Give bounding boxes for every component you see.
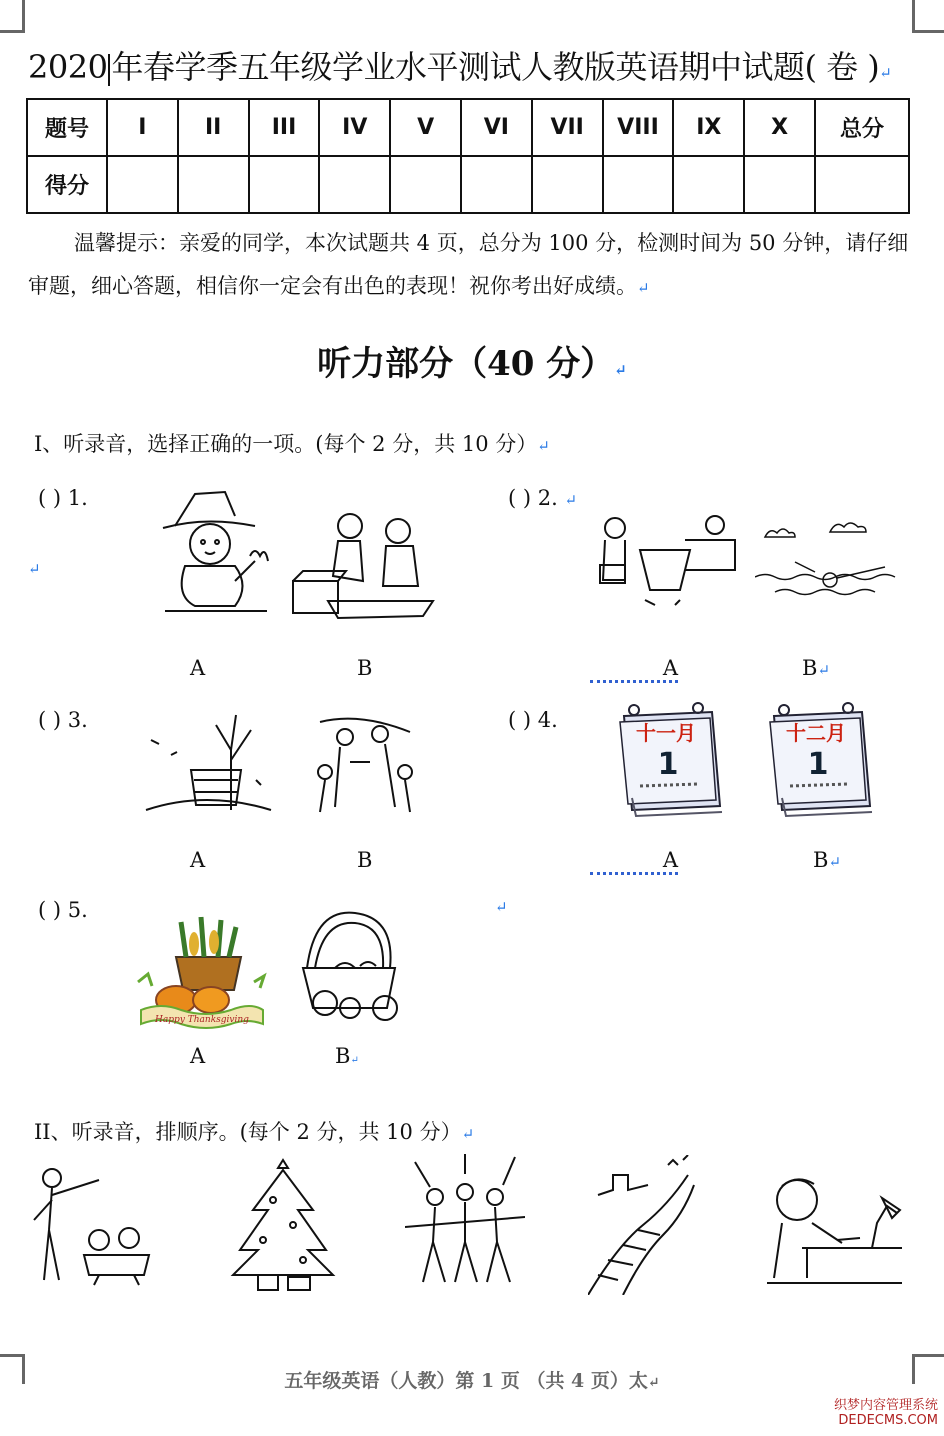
crop-mark <box>912 1354 944 1357</box>
thanksgiving-image <box>136 912 268 1037</box>
great-wall-image <box>588 1155 696 1295</box>
table-cell: 总分 <box>815 99 909 156</box>
table-cell: IV <box>319 99 390 156</box>
score-cell[interactable] <box>390 156 461 213</box>
table-cell: II <box>178 99 249 156</box>
dancing-image <box>24 1160 159 1290</box>
calendar-month-label: 十一月 <box>636 721 696 745</box>
page-footer: 五年级英语（人教）第 1 页 （共 4 页）太↵ <box>284 1370 660 1392</box>
score-cell[interactable] <box>532 156 603 213</box>
score-cell[interactable] <box>603 156 674 213</box>
running-race-image <box>405 1152 525 1292</box>
page-title <box>28 42 891 88</box>
crop-mark <box>912 0 915 32</box>
section-2-instruction: II、听录音，排顺序。(每个 2 分，共 10 分）↵ <box>34 1120 475 1144</box>
calendar-december-image <box>762 698 877 823</box>
score-cell[interactable] <box>249 156 320 213</box>
title-text: 年春学季五年级学业水平测试人教版英语期中试题( 卷 ) <box>111 48 880 86</box>
question-4-prefix[interactable]: ( ) 4. <box>508 708 558 732</box>
table-cell: 得分 <box>27 156 107 213</box>
table-row <box>27 156 909 213</box>
section-1-instruction: Ⅰ、听录音，选择正确的一项。(每个 2 分，共 10 分）↵ <box>34 432 550 456</box>
autumn-tree-image <box>136 710 276 820</box>
score-cell[interactable] <box>178 156 249 213</box>
option-a-label: A <box>190 848 206 872</box>
tip-text: 温馨提示：亲爱的同学，本次试题共 4 页，总分为 100 分，检测时间为 50 分钟，请仔细审题，细心答题，相信你一定会有出色的表现！祝你考出好成绩。↵ <box>28 231 909 298</box>
return-mark-icon: ↵ <box>879 64 892 82</box>
score-cell[interactable] <box>319 156 390 213</box>
table-cell: VI <box>461 99 532 156</box>
option-a-label: A <box>190 1044 206 1068</box>
family-walk-image <box>300 712 425 822</box>
question-3-prefix[interactable]: ( ) 3. <box>38 708 88 732</box>
crop-mark <box>0 30 25 33</box>
shopping-image <box>595 510 740 610</box>
table-cell: 题号 <box>27 99 107 156</box>
question-5-prefix[interactable]: ( ) 5. <box>38 898 88 922</box>
option-a-label: A <box>590 656 678 683</box>
table-cell: VII <box>532 99 603 156</box>
crop-mark <box>0 1354 25 1357</box>
boy-studying-image <box>762 1168 907 1288</box>
score-table <box>26 98 910 214</box>
return-mark-icon: ↵ <box>28 560 41 578</box>
option-a-label: A <box>590 848 678 875</box>
christmas-tree-image <box>218 1155 348 1295</box>
calendar-day-label: 1 <box>657 747 679 782</box>
food-basket-image <box>295 908 415 1028</box>
option-b-label: B <box>357 848 373 872</box>
table-row <box>27 99 909 156</box>
option-b-label: B↵ <box>813 848 842 872</box>
table-cell: VIII <box>603 99 674 156</box>
score-cell[interactable] <box>461 156 532 213</box>
calendar-november-image <box>612 698 727 823</box>
table-cell: X <box>744 99 815 156</box>
option-b-label: B↵ <box>802 656 831 680</box>
return-mark-icon: ↵ <box>495 898 508 916</box>
girl-planting-image <box>155 486 273 621</box>
section-heading: 听力部分（40 分）↵ <box>317 344 627 384</box>
title-year: 2020 <box>28 48 108 86</box>
table-cell: IX <box>673 99 744 156</box>
table-cell: I <box>107 99 178 156</box>
crop-mark <box>22 0 25 32</box>
table-cell: V <box>390 99 461 156</box>
option-b-label: B <box>357 656 373 680</box>
banner-text: Happy Thanksgiving <box>155 1015 249 1025</box>
picnic-image <box>288 506 438 621</box>
calendar-month-label: 十二月 <box>786 721 846 745</box>
question-1-prefix[interactable]: ( ) 1. <box>38 486 88 510</box>
calendar-day-label: 1 <box>807 747 829 782</box>
score-cell[interactable] <box>107 156 178 213</box>
crop-mark <box>912 30 944 33</box>
option-b-label: B↵ <box>335 1044 359 1068</box>
question-2-prefix[interactable]: ( ) 2. ↵ <box>508 486 578 510</box>
watermark: 织梦内容管理系统 DEDECMS.COM <box>833 1398 938 1428</box>
table-cell: III <box>249 99 320 156</box>
swimming-image <box>755 512 905 612</box>
score-cell[interactable] <box>815 156 909 213</box>
option-a-label: A <box>190 656 206 680</box>
score-cell[interactable] <box>744 156 815 213</box>
score-cell[interactable] <box>673 156 744 213</box>
